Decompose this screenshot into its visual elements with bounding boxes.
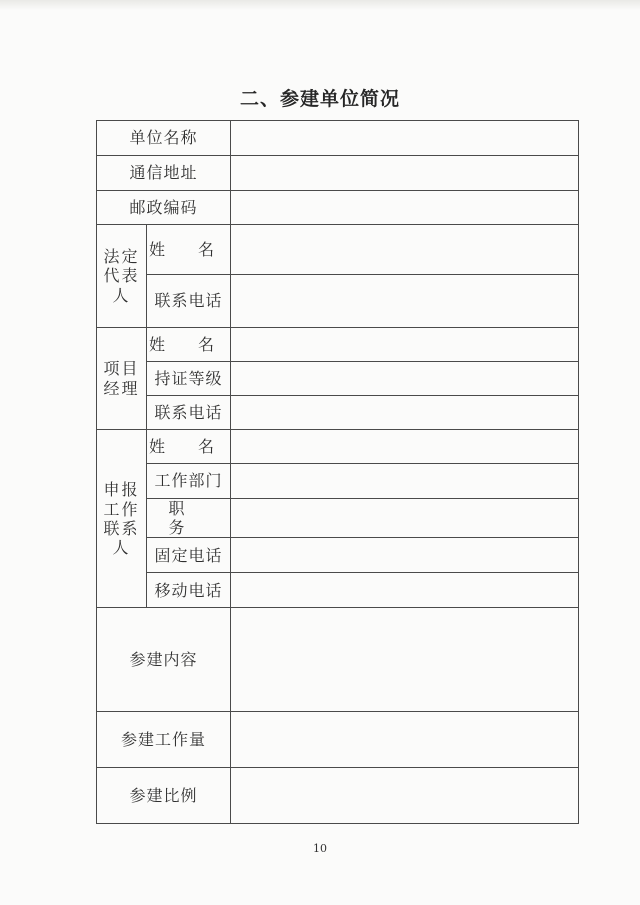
page-title: 二、参建单位简况: [239, 88, 400, 110]
unit-name-field[interactable]: [231, 121, 579, 156]
contact-name-field[interactable]: [231, 430, 579, 464]
contact-group-label: 申报工作联系人: [97, 430, 147, 608]
contact-landline-label: 固定电话: [147, 538, 231, 573]
contact-post-field[interactable]: [231, 499, 579, 538]
pm-phone-field[interactable]: [231, 396, 579, 430]
contact-name-label: 姓 名: [147, 430, 231, 464]
row-contact-name: [97, 430, 579, 464]
pm-group-label: 项目经理: [97, 328, 147, 430]
address-field[interactable]: [231, 156, 579, 191]
participation-content-label: 参建内容: [97, 608, 231, 712]
pm-name-field[interactable]: [231, 328, 579, 362]
row-legal-rep-name: [97, 225, 579, 275]
participation-workload-label: 参建工作量: [97, 712, 231, 768]
participation-ratio-field[interactable]: [231, 768, 579, 824]
row-address: [97, 156, 579, 191]
postcode-field[interactable]: [231, 191, 579, 225]
pm-name-label: 姓 名: [147, 328, 231, 362]
participation-content-field[interactable]: [231, 608, 579, 712]
row-contact-mobile: [97, 573, 579, 608]
row-pm-cert: [97, 362, 579, 396]
row-participation-content: [97, 608, 579, 712]
row-contact-post: [97, 499, 579, 538]
row-legal-rep-phone: [97, 275, 579, 328]
legal-rep-group-label: 法定代表人: [97, 225, 147, 328]
contact-dept-field[interactable]: [231, 464, 579, 499]
row-contact-landline: [97, 538, 579, 573]
contact-post-label: 职 务: [147, 499, 231, 538]
contact-mobile-label: 移动电话: [147, 573, 231, 608]
row-participation-ratio: [97, 768, 579, 824]
row-pm-phone: [97, 396, 579, 430]
pm-cert-field[interactable]: [231, 362, 579, 396]
participation-workload-field[interactable]: [231, 712, 579, 768]
contact-mobile-field[interactable]: [231, 573, 579, 608]
address-label: 通信地址: [97, 156, 231, 191]
legal-rep-name-label: 姓 名: [147, 225, 231, 275]
legal-rep-phone-field[interactable]: [231, 275, 579, 328]
participation-ratio-label: 参建比例: [97, 768, 231, 824]
unit-name-label: 单位名称: [97, 121, 231, 156]
row-pm-name: [97, 328, 579, 362]
page-number: 10: [313, 842, 327, 855]
legal-rep-phone-label: 联系电话: [147, 275, 231, 328]
row-postcode: [97, 191, 579, 225]
pm-cert-label: 持证等级: [147, 362, 231, 396]
scan-edge: [0, 0, 640, 10]
row-contact-dept: [97, 464, 579, 499]
unit-profile-form: [96, 120, 579, 824]
contact-landline-field[interactable]: [231, 538, 579, 573]
row-unit-name: [97, 121, 579, 156]
legal-rep-name-field[interactable]: [231, 225, 579, 275]
contact-dept-label: 工作部门: [147, 464, 231, 499]
row-participation-workload: [97, 712, 579, 768]
postcode-label: 邮政编码: [97, 191, 231, 225]
pm-phone-label: 联系电话: [147, 396, 231, 430]
